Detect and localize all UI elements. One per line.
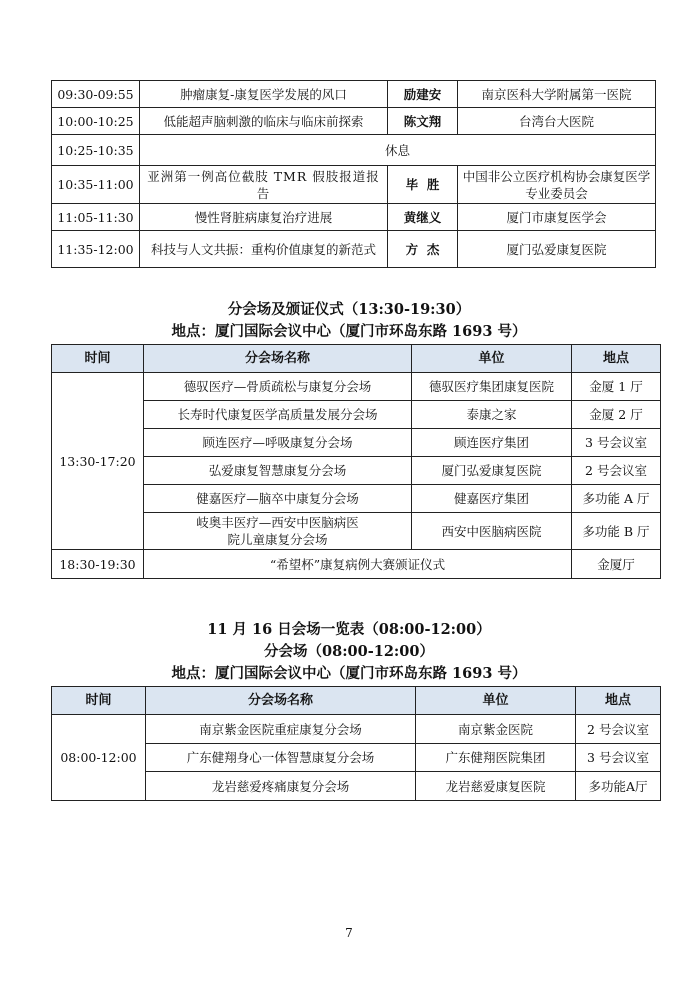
section-location: 地点：厦门国际会议中心（厦门市环岛东路 1693 号） bbox=[171, 323, 527, 340]
venue-table-nov16 bbox=[51, 686, 661, 801]
table-row bbox=[52, 135, 656, 166]
org-cell: 德驭医疗集团康复医院 bbox=[412, 373, 572, 401]
topic-cell: 低能超声脑刺激的临床与临床前探索 bbox=[140, 108, 388, 135]
time-cell: 11:05-11:30 bbox=[52, 204, 140, 231]
header-name: 分会场名称 bbox=[144, 345, 412, 373]
name-cell: 弘爱康复智慧康复分会场 bbox=[144, 457, 412, 485]
org-cell: 泰康之家 bbox=[412, 401, 572, 429]
place-cell: 金厦 2 厅 bbox=[572, 401, 661, 429]
section-location: 地点：厦门国际会议中心（厦门市环岛东路 1693 号） bbox=[171, 665, 527, 682]
time-cell: 11:35-12:00 bbox=[52, 231, 140, 268]
org-cell: 广东健翔医院集团 bbox=[416, 744, 576, 772]
time-cell: 10:00-10:25 bbox=[52, 108, 140, 135]
header-org: 单位 bbox=[416, 687, 576, 715]
time-cell: 10:35-11:00 bbox=[52, 166, 140, 204]
place-cell: 2 号会议室 bbox=[576, 715, 661, 744]
table-row bbox=[52, 550, 661, 579]
speaker-cell: 陈文翔 bbox=[388, 108, 458, 135]
org-cell: 厦门弘爱康复医院 bbox=[458, 231, 656, 268]
table-row bbox=[52, 373, 661, 401]
org-cell: 龙岩慈爱康复医院 bbox=[416, 772, 576, 801]
name-cell: 德驭医疗—骨质疏松与康复分会场 bbox=[144, 373, 412, 401]
header-time: 时间 bbox=[52, 687, 146, 715]
org-cell: 南京紫金医院 bbox=[416, 715, 576, 744]
topic-cell: 亚洲第一例高位截肢 TMR 假肢报道报告 bbox=[140, 166, 388, 204]
ceremony-name-cell: “希望杯”康复病例大赛颁证仪式 bbox=[144, 550, 572, 579]
header-time: 时间 bbox=[52, 345, 144, 373]
header-org: 单位 bbox=[412, 345, 572, 373]
org-cell: 台湾台大医院 bbox=[458, 108, 656, 135]
time-cell: 09:30-09:55 bbox=[52, 81, 140, 108]
place-cell: 金厦 1 厅 bbox=[572, 373, 661, 401]
table-row bbox=[52, 108, 656, 135]
org-cell: 南京医科大学附属第一医院 bbox=[458, 81, 656, 108]
speaker-cell: 毕 胜 bbox=[388, 166, 458, 204]
venue-table bbox=[51, 344, 661, 579]
place-cell: 多功能A厅 bbox=[576, 772, 661, 801]
name-cell: 健嘉医疗—脑卒中康复分会场 bbox=[144, 485, 412, 513]
org-cell: 中国非公立医疗机构协会康复医学专业委员会 bbox=[458, 166, 656, 204]
name-cell: 南京紫金医院重症康复分会场 bbox=[146, 715, 416, 744]
topic-cell: 慢性肾脏病康复治疗进展 bbox=[140, 204, 388, 231]
group-time-cell: 08:00-12:00 bbox=[52, 715, 146, 801]
ceremony-place-cell: 金厦厅 bbox=[572, 550, 661, 579]
name-cell: 广东健翔身心一体智慧康复分会场 bbox=[146, 744, 416, 772]
schedule-table bbox=[51, 80, 656, 268]
topic-cell: 肿瘤康复-康复医学发展的风口 bbox=[140, 81, 388, 108]
org-cell: 顾连医疗集团 bbox=[412, 429, 572, 457]
section-title: 分会场及颁证仪式（13:30-19:30） bbox=[227, 301, 471, 318]
org-cell: 厦门弘爱康复医院 bbox=[412, 457, 572, 485]
speaker-cell: 励建安 bbox=[388, 81, 458, 108]
place-cell: 3 号会议室 bbox=[572, 429, 661, 457]
place-cell: 多功能 B 厅 bbox=[572, 513, 661, 550]
speaker-cell: 黄继义 bbox=[388, 204, 458, 231]
name-cell: 岐奥丰医疗—西安中医脑病医院儿童康复分会场 bbox=[144, 513, 412, 550]
org-cell: 厦门市康复医学会 bbox=[458, 204, 656, 231]
place-cell: 多功能 A 厅 bbox=[572, 485, 661, 513]
table-row bbox=[52, 204, 656, 231]
header-name: 分会场名称 bbox=[146, 687, 416, 715]
header-place: 地点 bbox=[576, 687, 661, 715]
ceremony-time-cell: 18:30-19:30 bbox=[52, 550, 144, 579]
table-row bbox=[52, 166, 656, 204]
table-row bbox=[52, 81, 656, 108]
name-cell: 龙岩慈爱疼痛康复分会场 bbox=[146, 772, 416, 801]
place-cell: 3 号会议室 bbox=[576, 744, 661, 772]
table-row bbox=[52, 429, 661, 457]
topic-cell: 科技与人文共振：重构价值康复的新范式 bbox=[140, 231, 388, 268]
table-header-row bbox=[52, 687, 661, 715]
page-number: 7 bbox=[345, 926, 353, 940]
table-header-row bbox=[52, 345, 661, 373]
break-cell: 休息 bbox=[140, 135, 656, 166]
section-subtitle: 分会场（08:00-12:00） bbox=[264, 643, 434, 660]
org-cell: 西安中医脑病医院 bbox=[412, 513, 572, 550]
place-cell: 2 号会议室 bbox=[572, 457, 661, 485]
org-cell: 健嘉医疗集团 bbox=[412, 485, 572, 513]
group-time-cell: 13:30-17:20 bbox=[52, 373, 144, 550]
name-cell: 长寿时代康复医学高质量发展分会场 bbox=[144, 401, 412, 429]
table-row bbox=[52, 401, 661, 429]
table-row bbox=[52, 457, 661, 485]
header-place: 地点 bbox=[572, 345, 661, 373]
table-row bbox=[52, 485, 661, 513]
name-cell: 顾连医疗—呼吸康复分会场 bbox=[144, 429, 412, 457]
section-title: 11 月 16 日会场一览表（08:00-12:00） bbox=[207, 621, 491, 638]
speaker-cell: 方 杰 bbox=[388, 231, 458, 268]
table-row bbox=[52, 231, 656, 268]
table-row bbox=[52, 513, 661, 550]
table-row bbox=[52, 715, 661, 744]
time-cell: 10:25-10:35 bbox=[52, 135, 140, 166]
